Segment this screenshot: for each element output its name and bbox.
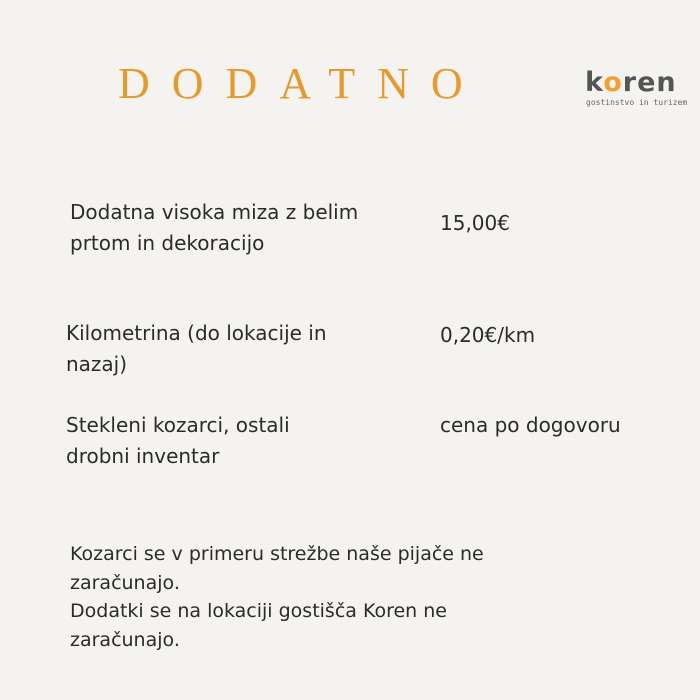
logo-tagline: gostinstvo in turizem — [586, 98, 688, 107]
note-glasses: Kozarci se v primeru strežbe naše pijače ne zaračunajo. — [70, 543, 484, 594]
item-price-mileage: 0,20€/km — [440, 323, 536, 347]
page-title: DODATNO — [118, 59, 485, 108]
item-price-table: 15,00€ — [440, 211, 510, 235]
item-label-mileage: Kilometrina (do lokacije in nazaj) — [66, 321, 327, 376]
footer-notes — [70, 540, 540, 654]
item-label-glassware: Stekleni kozarci, ostali drobni inventar — [66, 413, 290, 468]
koren-logo — [585, 67, 688, 110]
item-price-glassware: cena po dogovoru — [440, 413, 621, 437]
logo-wordmark: koren — [585, 67, 677, 98]
note-location: Dodatki se na lokaciji gostišča Koren ne zaračunajo. — [70, 600, 447, 651]
item-label-table: Dodatna visoka miza z belim prtom in dekoracijo — [70, 200, 359, 255]
